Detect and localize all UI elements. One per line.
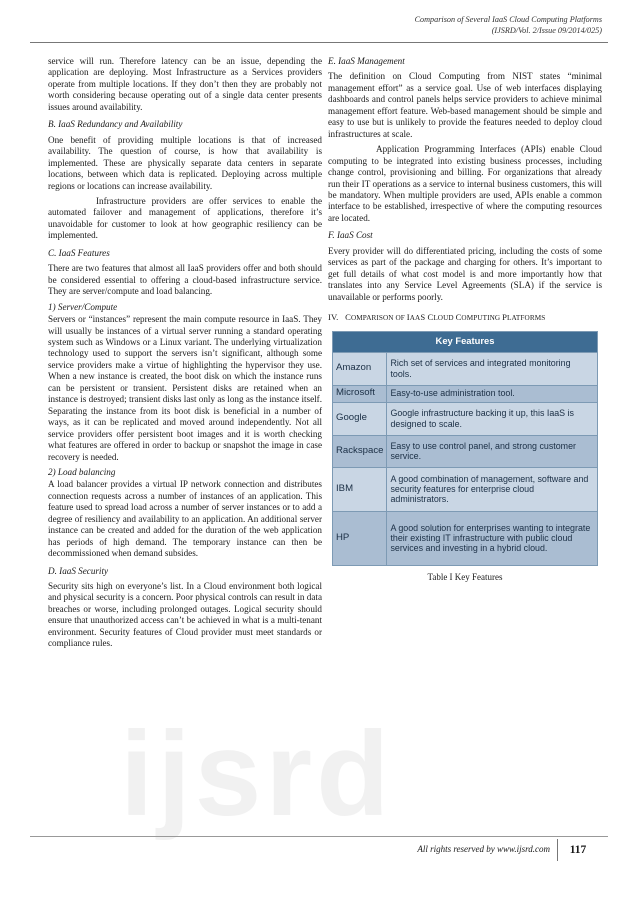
feature-cell: Easy to use control panel, and strong customer service. [387, 435, 598, 467]
watermark-logo: ijsrd [120, 707, 394, 841]
page-footer [0, 836, 638, 866]
heading-cap: C [345, 312, 352, 323]
page-number: 117 [557, 839, 598, 861]
heading-smallcaps: OMPUTING [461, 314, 503, 323]
header-rule [30, 42, 608, 43]
heading-cap: I [406, 312, 410, 323]
subsection-heading-load-balancing: 2) Load balancing [48, 466, 116, 477]
feature-cell: A good combination of management, software and security features for enterprise cloud administrators. [387, 467, 598, 511]
provider-cell: Rackspace [333, 435, 387, 467]
section-heading-c: C. IaaS Features [48, 247, 110, 258]
paragraph: Every provider will do differentiated pricing, including the costs of some services as part of the package and charging for others. It’s important to get full details of what cost model is and more importantly how that translates into any Service Level Agreements (SLA) if the service is unavailable or performs poorly. [328, 245, 602, 302]
provider-cell: Microsoft [333, 385, 387, 402]
paragraph: The definition on Cloud Computing from NIST states “minimal management effort” as a service goal. Use of web interfaces displaying dashboards and control panels helps service providers to achieve minimal management effort feature. Web-based management should be simple and easy to use but is unlikely to provide the features needed to deploy cloud infrastructures at scale. [328, 71, 602, 139]
table-row [333, 385, 598, 402]
heading-smallcaps: OMPARISON OF [351, 314, 407, 323]
paragraph: There are two features that almost all IaaS providers offer and both should be considered essential to offering a cloud-based infrastructure service. They are server/compute and load balancing. [48, 263, 322, 297]
subsection-heading-server-compute: 1) Server/Compute [48, 301, 118, 312]
feature-cell: Easy-to-use administration tool. [387, 385, 598, 402]
heading-smallcaps: LOUD [433, 314, 456, 323]
paragraph: A load balancer provides a virtual IP network connection and distributes connection requests across a number of instances of an application. This feature used to spread load across a number of server instances or to add a degree of resiliency and availability to an application. An additional server instance can be created and added for the duration of the web application has periods of high demand. The temporary instance can then be decommissioned when demand subsides. [48, 479, 322, 559]
table-header-row [333, 331, 598, 352]
heading-smallcaps: LATFORMS [506, 314, 546, 323]
feature-cell: Rich set of services and integrated monitoring tools. [387, 352, 598, 385]
header-citation: (IJSRD/Vol. 2/Issue 09/2014/025) [491, 26, 602, 35]
section-heading-d: D. IaaS Security [48, 565, 109, 576]
provider-cell: Google [333, 402, 387, 435]
key-features-table [332, 331, 598, 566]
heading-cap: P [502, 312, 507, 323]
section-heading-iv [328, 312, 602, 324]
table-caption: Table I Key Features [427, 571, 503, 582]
left-column [48, 56, 322, 654]
paragraph: service will run. Therefore latency can be an issue, depending the application are deploying. Most Infrastructure as a Services providers operate from multiple locations. If they don’t then they are probably not worth considering because operating out of a single data center presents issues around availability. [48, 56, 322, 112]
provider-cell: HP [333, 511, 387, 565]
paragraph: One benefit of providing multiple locations is that of increased availability. The question of course, is how that availability is implemented. These are physically separate data centers in separate locations, between which data is replicated. Deploying across multiple regions or locations can increase availability. [48, 134, 322, 191]
heading-cap: C [455, 312, 462, 323]
heading-cap: S C [420, 312, 434, 323]
feature-cell: A good solution for enterprises wanting to integrate their existing IT infrastructure with public cloud services and investing in a hybrid cloud. [387, 511, 598, 565]
paragraph: Infrastructure providers are offer services to enable the automated failover and management of applications, therefore it’s unavoidable for customer to look at how geographic resiliency can be implemented. [48, 195, 322, 241]
section-heading-b: B. IaaS Redundancy and Availability [48, 119, 183, 130]
table-row [333, 511, 598, 565]
right-column [328, 56, 602, 583]
section-heading-e: E. IaaS Management [328, 56, 405, 66]
table-row [333, 467, 598, 511]
table-header: Key Features [333, 331, 598, 352]
paragraph: Security sits high on everyone’s list. In a Cloud environment both logical and physical security is a concern. Poor physical controls can result in data breaches or worse, including prolonged outages. Logical security should ensure that unauthorized access can’t be achieved in what is a multi-tenant environment. Security features of Cloud provider must meet standards or compliance rules. [48, 581, 322, 649]
section-number: IV. [328, 312, 339, 323]
running-header [415, 14, 602, 36]
section-heading-f: F. IaaS Cost [328, 230, 373, 241]
feature-cell: Google infrastructure backing it up, this IaaS is designed to scale. [387, 402, 598, 435]
provider-cell: IBM [333, 467, 387, 511]
table-row [333, 352, 598, 385]
footer-rights: All rights reserved by www.ijsrd.com [417, 844, 550, 854]
table-row [333, 402, 598, 435]
paragraph: Application Programming Interfaces (APIs) enable Cloud computing to be integrated into existing business processes, including change control, provisioning and billing. For organizations that already run their IT operations as a service to internal business customers, this will be mandatory. When multiple providers are used, APIs enable a common interface to be established, irrespective of where the computing resources are located. [328, 144, 602, 223]
header-title: Comparison of Several IaaS Cloud Computing Platforms [414, 15, 602, 24]
provider-cell: Amazon [333, 352, 387, 385]
heading-smallcaps: AA [409, 314, 421, 323]
table-row [333, 435, 598, 467]
paragraph: Servers or “instances” represent the main compute resource in IaaS. They will usually be instances of a virtual server running a standard operating system such as Windows or a Linux variant. The underlying virtualization technology used to support the servers isn’t significant, although some service providers make a virtue of highlighting the hypervisor they use. When a new instance is created, the boot disk on which the instance runs can be persistent or transient. Persistent disks are retained when an instance is destroyed; transient disks last only as long as the instance itself. Separating the instance from its boot disk is beneficial in a number of ways, as it can be replicated and moved around independently. Not all service providers offer persistent boot images and it is worth checking what features are offered in order to backup or snapshot the image in case recovery is needed. [48, 314, 322, 462]
footer-rule [30, 836, 608, 837]
